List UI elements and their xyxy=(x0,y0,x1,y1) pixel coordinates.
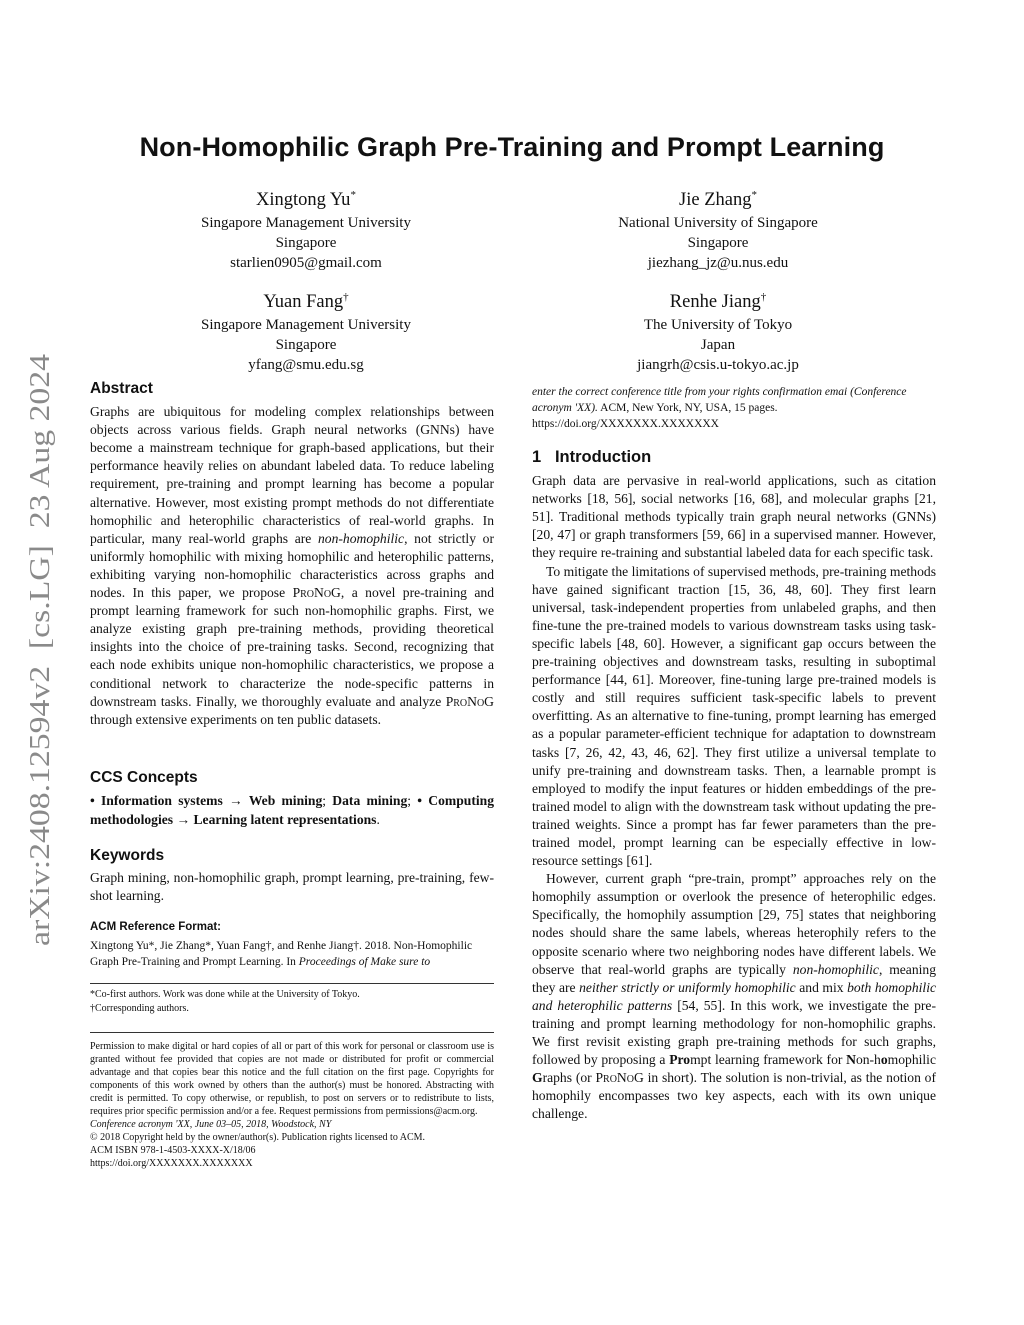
pronog-name: ProNoG xyxy=(445,693,494,709)
ccs-heading: CCS Concepts xyxy=(90,769,198,786)
footnote-rule xyxy=(90,983,494,984)
acm-reference-heading: ACM Reference Format: xyxy=(90,921,221,933)
author-country: Japan xyxy=(700,337,736,354)
intro-paragraph-3: However, current graph “pre-train, prompt” approaches rely on the homophily assumption or overlook the presence of heterophilic edges. Specifically, the homophily assumption [29, 75] states that neighboring nodes should share the same labels, whereas heterophily refers to the opposite scenario where two neighboring nodes have different labels. We observe that real-world graphs are typically non-homophilic, meaning they are neither strictly or uniformly homophilic and mix both homophilic and heterophilic patterns [54, 55]. In this work, we investigate the pre-training and prompt learning methodology for non-homophilic graphs. We first revisit existing graph pre-training methods for such graphs, followed by proposing a Prompt learning framework for Non-homophilic Graphs (or ProNoG in short). The solution is non-trivial, as the notion of homophily encompasses two key aspects, each with its own unique challenge. xyxy=(532,871,937,1122)
copyright-line: © 2018 Copyright held by the owner/author(s). Publication rights licensed to ACM. xyxy=(90,1132,426,1143)
author-affiliation: National University of Singapore xyxy=(618,215,818,232)
introduction-heading: 1 Introduction xyxy=(532,448,652,466)
author-country: Singapore xyxy=(687,235,749,252)
doi-line: https://doi.org/XXXXXXX.XXXXXXX xyxy=(90,1158,253,1169)
paper-title: Non-Homophilic Graph Pre-Training and Prompt Learning xyxy=(139,132,885,162)
intro-paragraph-2: To mitigate the limitations of supervised methods, pre-training methods have gained significant traction [15, 36, 48, 60]. They first learn universal, task-independent properties from unlabeled graphs, and then fine-tune the pre-trained models to various downstream tasks using task-specific labels [48, 60]. However, a significant gap occurs between the pre-training objectives and downstream tasks, resulting in suboptimal performance [44, 61]. Moreover, fine-tuning large pre-trained models is costly and still requires sufficient task-specific labels to prevent overfitting. As an alternative to fine-tuning, prompt learning has emerged as a popular parameter-efficient technique for adaptation to downstream tasks [7, 26, 42, 43, 46, 62]. They first utilize a universal template to unify pre-training and downstream tasks. Then, a learnable prompt is employed to modify the input features or hidden embeddings of the pre-trained model to align with the downstream task without updating the pre-trained weights. Since a prompt has far fewer parameters than the pre-trained model, prompt learning can be especially effective in low-resource settings [61]. xyxy=(532,563,936,869)
footnotes xyxy=(90,983,494,1016)
author-email: jiezhang_jz@u.nus.edu xyxy=(647,255,789,272)
author-affiliation: Singapore Management University xyxy=(201,215,411,232)
permission-text: Permission to make digital or hard copies of all or part of this work for personal or classroom use is granted without fee provided that copies are not made or distributed for profit or commercial advantage and that copies bear this notice and the full citation on the first page. Copyrights for components of this work owned by others than the author(s) must be honored. Abstracting with credit is permitted. To copy otherwise, or republish, to post on servers or to redistribute to lists, requires prior specific permission and/or a fee. Request permissions from permissions@acm.org. xyxy=(90,1041,494,1117)
author-name: Jie Zhang xyxy=(679,190,752,211)
author-mark: † xyxy=(760,291,767,303)
ccs-section xyxy=(90,769,494,829)
acm-reference-continued-text: enter the correct conference title from your rights confirmation emai (Conference acronym 'XX). ACM, New York, NY, USA, 15 pages. https://doi.org/XXXXXXX.XXXXXXX xyxy=(532,386,907,430)
author-email: yfang@smu.edu.sg xyxy=(248,357,364,374)
conference-line: Conference acronym 'XX, June 03–05, 2018, Woodstock, NY xyxy=(90,1119,332,1130)
keywords-text: Graph mining, non-homophilic graph, prompt learning, pre-training, few-shot learning. xyxy=(90,870,494,904)
author-mark: * xyxy=(751,189,757,201)
author-email: jiangrh@csis.u-tokyo.ac.jp xyxy=(637,357,799,374)
footnote-corresponding: †Corresponding authors. xyxy=(90,1003,189,1014)
isbn-line: ACM ISBN 978-1-4503-XXXX-X/18/06 xyxy=(90,1145,256,1156)
author-mark: † xyxy=(343,291,349,303)
intro-paragraph-1: Graph data are pervasive in real-world applications, such as citation networks [18, 56], social networks [16, 68], and molecular graphs [21, 51]. Traditional methods typically train graph neural networks (GNNs) [20, 47] or graph transformers [59, 66] in a supervised manner. However, they require re-training and substantial labeled data for each specific task. xyxy=(532,473,936,561)
author-name: Xingtong Yu xyxy=(256,190,351,211)
arxiv-watermark xyxy=(22,350,58,950)
acm-reference xyxy=(90,918,494,970)
abstract-section xyxy=(90,380,494,729)
ccs-text: • Information systems → Web mining; Data mining; • Computing methodologies → Learning latent representations. xyxy=(90,793,494,828)
pronog-name: ProNoG xyxy=(595,1070,644,1086)
author-block-1 xyxy=(126,182,486,273)
author-name: Renhe Jiang xyxy=(669,292,761,313)
acm-reference-text: Xingtong Yu*, Jie Zhang*, Yuan Fang†, and Renhe Jiang†. 2018. Non-Homophilic Graph Pre-Training and Prompt Learning. In Proceedings of Make sure to xyxy=(90,940,473,969)
author-email: starlien0905@gmail.com xyxy=(230,255,382,272)
arxiv-identifier: arXiv:2408.12594v2 [cs.LG] 23 Aug 2024 xyxy=(24,436,56,946)
author-block-4 xyxy=(538,284,898,375)
abstract-text: Graphs are ubiquitous for modeling complex relationships between objects across various fields. Graph neural networks (GNNs) have become a mainstream technique for graph-based applications, but their performance heavily relies on abundant labeled data. To reduce labeling requirement, pre-training and prompt learning has become a popular alternative. However, most existing prompt methods do not differentiate homophilic and heterophilic characteristics of real-world graphs. In particular, many real-world graphs are non-homophilic, not strictly or uniformly homophilic with mixing homophilic and heterophilic patterns, exhibiting varying non-homophilic characteristics across graphs and nodes. In this paper, we propose ProNoG, a novel pre-training and prompt learning framework for such non-homophilic graphs. First, we analyze existing graph pre-training methods, providing theoretical insights into the choice of pre-training tasks. Second, recognizing that each node exhibits unique non-homophilic characteristics, we propose a conditional network to characterize the node-specific patterns in downstream tasks. Finally, we thoroughly evaluate and analyze ProNoG through extensive experiments on ten public datasets. xyxy=(90,404,494,727)
footnote-cofirst: *Co-first authors. Work was done while at the University of Tokyo. xyxy=(90,989,360,1000)
keywords-heading: Keywords xyxy=(90,847,165,864)
author-name: Yuan Fang xyxy=(263,292,344,313)
keywords-section xyxy=(90,847,494,905)
author-block-2 xyxy=(538,182,898,273)
pronog-name: ProNoG xyxy=(292,585,341,601)
acm-reference-continued xyxy=(532,384,936,432)
permission-block xyxy=(90,1032,494,1170)
author-country: Singapore xyxy=(275,235,337,252)
introduction-section xyxy=(532,448,936,1123)
author-affiliation: The University of Tokyo xyxy=(643,317,793,334)
author-mark: * xyxy=(350,189,356,201)
author-affiliation: Singapore Management University xyxy=(201,317,411,334)
author-block-3 xyxy=(126,284,486,375)
author-country: Singapore xyxy=(275,337,337,354)
abstract-heading: Abstract xyxy=(90,380,153,397)
permission-rule xyxy=(90,1032,494,1033)
